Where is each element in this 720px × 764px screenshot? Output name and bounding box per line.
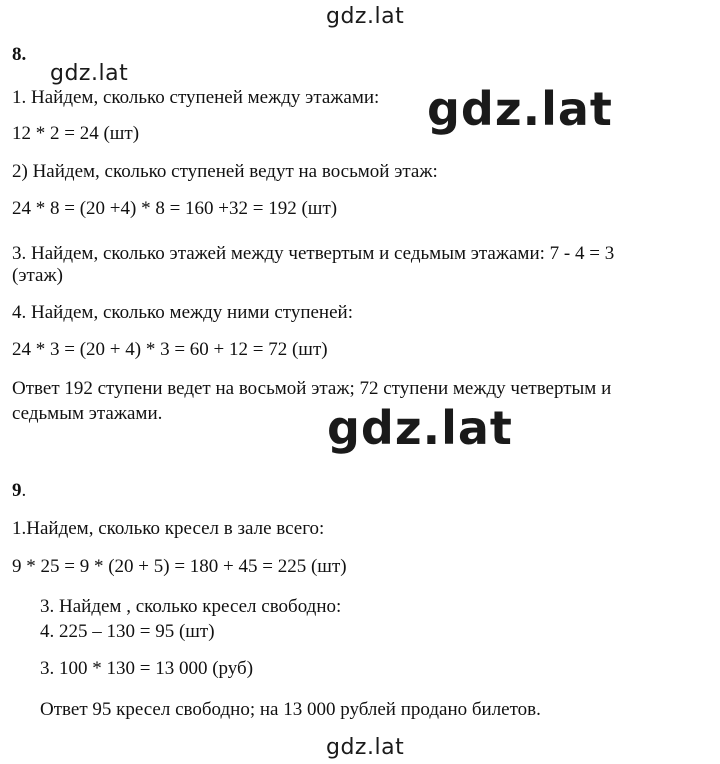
task-8-line: 1. Найдем, сколько ступеней между этажами: xyxy=(12,87,380,108)
task-9-line: 1.Найдем, сколько кресел в зале всего: xyxy=(12,518,325,539)
watermark-bottom: gdz.lat xyxy=(326,735,405,760)
watermark-small-left: gdz.lat xyxy=(50,61,129,86)
task-9-number xyxy=(12,480,26,502)
watermark-big-2: gdz.lat xyxy=(327,401,513,455)
task-8-line: 24 * 3 = (20 + 4) * 3 = 60 + 12 = 72 (шт) xyxy=(12,339,328,360)
task-8-answer: седьмым этажами. xyxy=(12,403,163,424)
task-8-line: 2) Найдем, сколько ступеней ведут на восьмой этаж: xyxy=(12,161,438,182)
task-9-answer: Ответ 95 кресел свободно; на 13 000 рублей продано билетов. xyxy=(40,699,541,720)
watermark-big-1: gdz.lat xyxy=(427,82,613,136)
task-9-number-dot: . xyxy=(21,480,27,501)
task-9-line: 9 * 25 = 9 * (20 + 5) = 180 + 45 = 225 (шт) xyxy=(12,556,347,577)
task-8-number: 8. xyxy=(12,44,27,65)
task-8-line: 3. Найдем, сколько этажей между четвертым и седьмым этажами: 7 - 4 = 3 xyxy=(12,243,615,264)
task-9-line: 3. 100 * 130 = 13 000 (руб) xyxy=(40,658,254,679)
task-8-line: (этаж) xyxy=(12,265,63,286)
task-9-line: 3. Найдем , сколько кресел свободно: xyxy=(40,596,342,617)
watermark-top: gdz.lat xyxy=(326,4,405,29)
task-8-answer: Ответ 192 ступени ведет на восьмой этаж; 72 ступени между четвертым и xyxy=(12,378,612,399)
task-9-number-digit: 9 xyxy=(12,480,22,501)
task-8-line: 12 * 2 = 24 (шт) xyxy=(12,123,140,144)
task-8-line: 24 * 8 = (20 +4) * 8 = 160 +32 = 192 (шт) xyxy=(12,198,338,219)
task-9-line: 4. 225 – 130 = 95 (шт) xyxy=(40,621,215,642)
task-8-line: 4. Найдем, сколько между ними ступеней: xyxy=(12,302,353,323)
